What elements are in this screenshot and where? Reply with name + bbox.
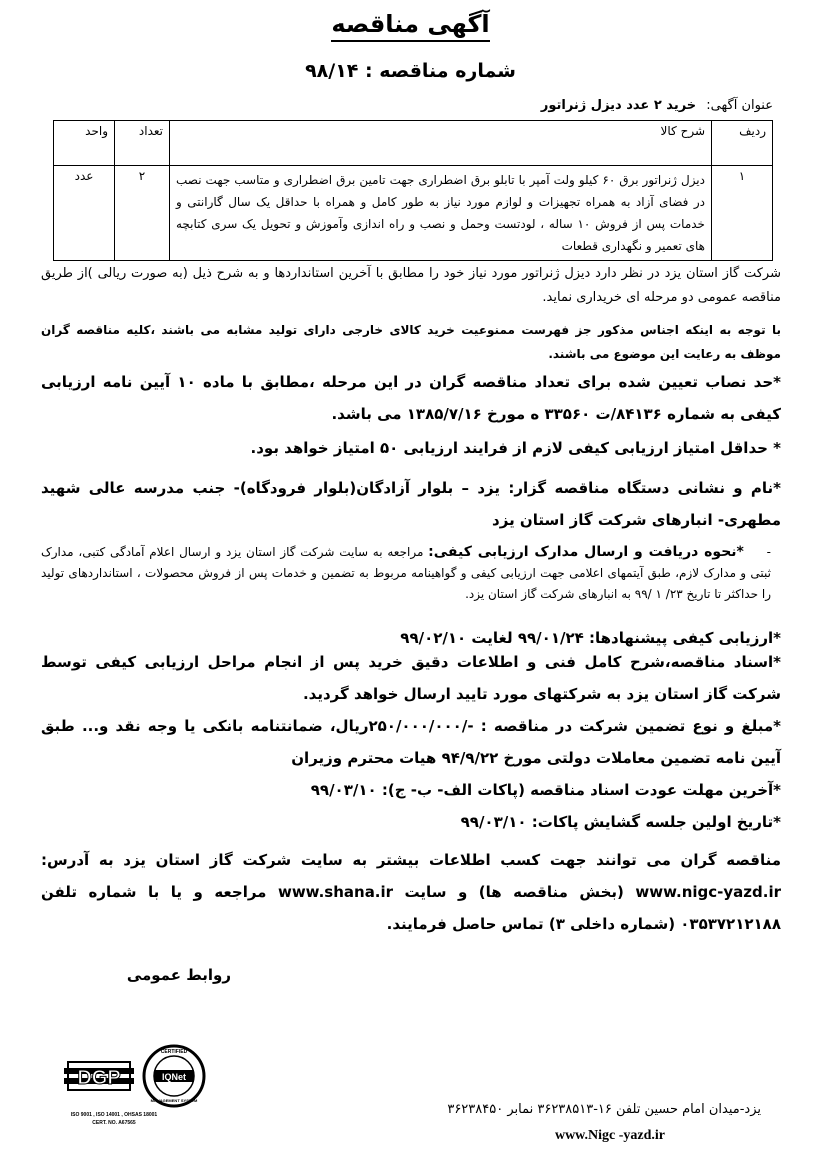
header-unit: واحد [54, 121, 115, 166]
documents-dash: - [766, 545, 771, 559]
cert-line-2: CERT. NO. A67565 [92, 1120, 136, 1126]
items-table [53, 120, 773, 261]
quorum-paragraph: *حد نصاب تعیین شده برای تعداد مناقصه گران در این مرحله ،مطابق با ماده ۱۰ آیین نامه ارزیابی کیفی به شماره ۸۴۱۳۶/ت ۳۳۵۶۰ ه مورخ ۱۳۸۵/۷/۱۶ می باشد. [41, 373, 781, 423]
contact-paragraph: مناقصه گران می توانند جهت کسب اطلاعات بیشتر به سایت شرکت گاز استان یزد به آدرس: www.nigc-yazd.ir (بخش مناقصه ها) و سایت www.shana.ir مراجعه و یا با شماره تلفن ۰۳۵۳۷۲۱۲۱۸۸ (شماره داخلی ۳) تماس حاصل فرمایند. [41, 851, 781, 933]
subject-label: عنوان آگهی: [706, 98, 773, 113]
notice-title [0, 10, 821, 38]
intro-paragraph: شرکت گاز استان یزد در نظر دارد دیزل ژنراتور مورد نیاز خود را مطابق با آخرین استانداردها و به شرح ذیل (به صورت ریالی )از طریق مناقصه عمومی دو مرحله ای خریداری نماید. [41, 266, 781, 305]
deadline-paragraph: *آخرین مهلت عودت اسناد مناقصه (پاکات الف- ب- ج): ۹۹/۰۳/۱۰ [310, 781, 781, 799]
cell-unit: عدد [54, 166, 115, 261]
cell-description: دیزل ژنراتور برق ۶۰ کیلو ولت آمپر با تابلو برق اضطراری جهت تامین برق اضطراری و متاسب جهت نصب در فضای آزاد به همراه تجهیزات و لوازم مورد نیاز به طور کامل و همراه با حداقل یک سال گارانتی و خدمات پس از فروش ۱۰ ساله ، لودتست وحمل و نصب و راه اندازی وآموزش و تحویل یک سری کتابچه های تعمیر و نگهداری قطعات [170, 166, 712, 261]
header-description: شرح کالا [170, 121, 712, 166]
footer-website[interactable]: www.Nigc -yazd.ir [554, 1128, 665, 1143]
domestic-goods-paragraph: با توجه به اینکه اجناس مذکور جز فهرست ممنوعیت خرید کالای خارجی دارای تولید مشابه می باشند ،کلیه مناقصه گران موظف به رعایت این موضوع می باشند. [41, 323, 781, 361]
documents-text: مراجعه به سایت شرکت گاز استان یزد و ارسال اعلام آمادگی کتبی، مدارک ثبتی و مدارک لازم، طبق آیتمهای اعلامی جهت ارزیابی کیفی و گواهینامه مربوط به تضمین و خدمات پس از فروش محصولات ، استانداردهای تولید را حداکثر تا تاریخ ۲۳/ ۱ /۹۹ به انبارهای شرکت گاز استان یزد. [41, 545, 771, 601]
iqnet-badge-name: IQNet [161, 1072, 187, 1082]
address-paragraph: *نام و نشانی دستگاه مناقصه گزار: یزد – بلوار آزادگان(بلوار فرودگاه)- جنب مدرسه عالی شهید مطهری- انبارهای شرکت گاز استان یزد [41, 479, 781, 529]
notice-subject [541, 98, 773, 113]
cell-row-number: ۱ [712, 166, 773, 261]
iqnet-badge-bottom: MANAGEMENT SYSTEM [150, 1098, 198, 1103]
cell-quantity: ۲ [115, 166, 170, 261]
header-quantity: تعداد [115, 121, 170, 166]
subject-value: خرید ۲ عدد دیزل ژنراتور [540, 98, 697, 113]
notice-title-text: آگهی مناقصه [331, 10, 489, 42]
guarantee-paragraph: *مبلغ و نوع تضمین شرکت در مناقصه : -/۲۵۰/۰۰۰/۰۰۰ریال، ضمانتنامه بانکی یا وجه نقد و... طبق آیین نامه تضمین معاملات دولتی مورخ ۹۴/۹/۲۲ هیات محترم وزیران [41, 717, 782, 767]
footer-address: یزد-میدان امام حسین تلفن ۱۶-۳۶۲۳۸۵۱۳ نمابر ۳۶۲۳۸۴۵۰ [447, 1102, 761, 1117]
tender-number: شماره مناقصه : ۹۸/۱۴ [305, 60, 516, 82]
cert-line-1: ISO 9001 , ISO 14001 , OHSAS 18001 [70, 1112, 158, 1118]
tender-documents-paragraph: *اسناد مناقصه،شرح کامل فنی و اطلاعات دقیق خرید پس از انجام مراحل ارزیابی کیفی توسط شرکت گاز استان یزد به شرکتهای مورد تایید ارسال خواهد گردید. [41, 653, 781, 703]
table-row [54, 166, 773, 261]
iqnet-badge-icon [144, 1046, 204, 1106]
table-header-row [54, 121, 773, 166]
documents-title: *نحوه دریافت و ارسال مدارک ارزیابی کیفی: [428, 544, 744, 560]
documents-paragraph [41, 542, 771, 605]
min-score-paragraph: * حداقل امتیاز ارزیابی کیفی لازم از فرایند ارزیابی ۵۰ امتیاز خواهد بود. [250, 439, 781, 457]
dgp-logo-icon [64, 1062, 134, 1090]
opening-date-paragraph: *تاریخ اولین جلسه گشایش پاکات: ۹۹/۰۳/۱۰ [460, 813, 781, 831]
iqnet-badge-top: CERTIFIED [160, 1049, 188, 1055]
signature: روابط عمومی [126, 966, 231, 984]
header-row-number: ردیف [712, 121, 773, 166]
evaluation-dates: *ارزیابی کیفی پیشنهادها: ۹۹/۰۱/۲۴ لغایت ۹۹/۰۲/۱۰ [400, 629, 781, 647]
dgp-logo-text: DGP [77, 1067, 121, 1089]
certification-logo [62, 1040, 237, 1130]
